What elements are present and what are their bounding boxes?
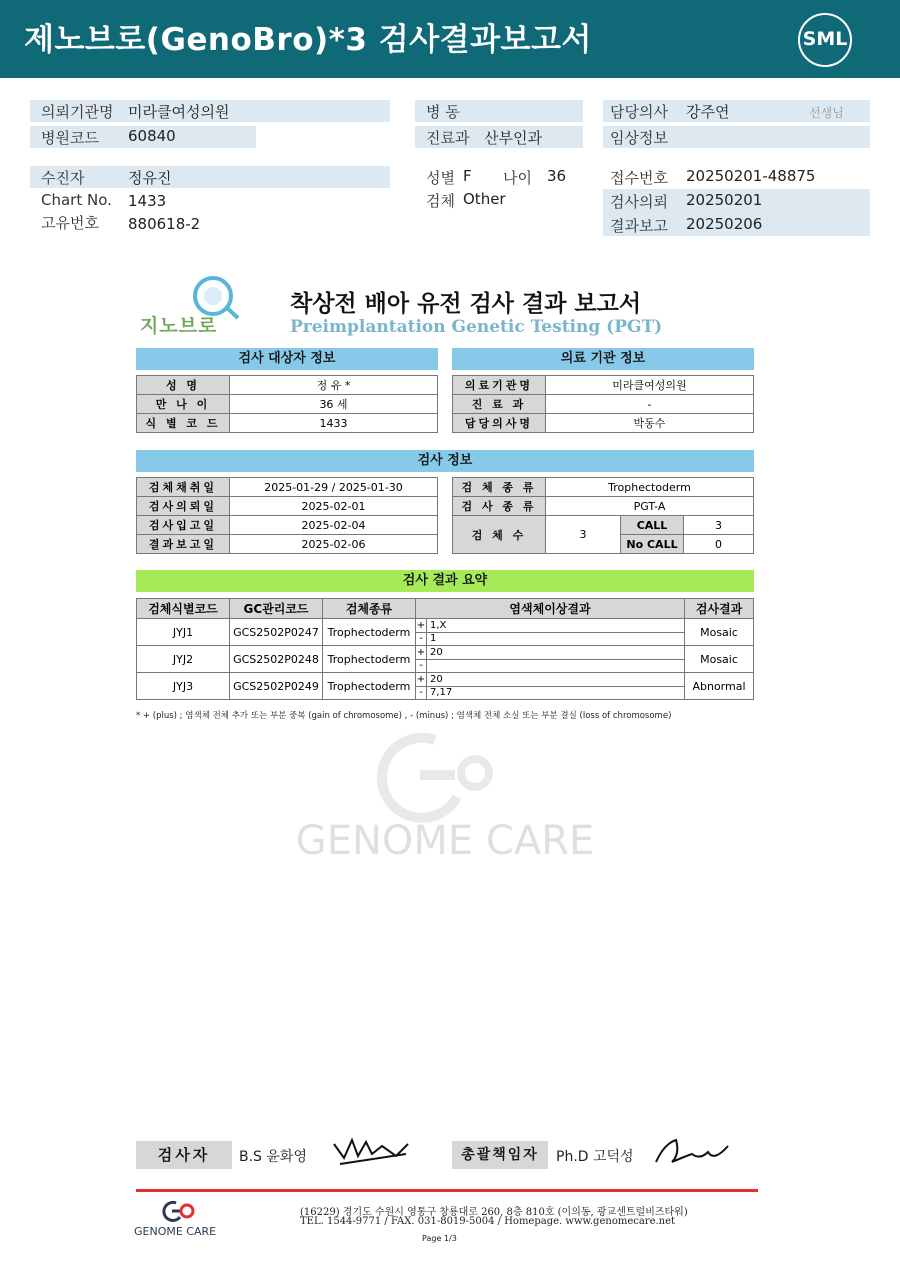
specimen-label: 검체 [426, 192, 455, 210]
specimen-value: Other [463, 190, 506, 208]
subject-value: 36 세 [230, 395, 438, 414]
patient-value: 정유진 [128, 169, 172, 187]
call-key: CALL [621, 516, 684, 535]
subject-key: 만 나 이 [137, 395, 230, 414]
test-type-value: PGT-A [546, 497, 754, 516]
loss-sign: - [416, 633, 427, 646]
chart-label: Chart No. [41, 191, 112, 209]
result-date-value: 20250206 [686, 215, 763, 233]
gain-sign: + [416, 646, 426, 658]
director-label: 총괄책임자 [452, 1141, 548, 1169]
report-title: 제노브로(GenoBro)*3 검사결과보고서 [24, 22, 592, 58]
report-main-title: 착상전 배아 유전 검사 결과 보고서 [290, 291, 642, 317]
gain-sign: + [416, 619, 426, 631]
institution-key: 담당의사명 [453, 414, 546, 433]
loss-value: 1 [430, 633, 437, 645]
genome-care-logo-icon [158, 1200, 200, 1224]
subject-value: 1433 [230, 414, 438, 433]
genobro-brand-text: 지노브로 [140, 315, 218, 337]
doctor-label: 담당의사 [610, 103, 668, 121]
institution-section-header: 의료 기관 정보 [452, 348, 754, 370]
chromosome-result [416, 673, 685, 700]
test-section-header: 검사 정보 [136, 450, 754, 472]
tester-name: B.S 윤화영 [239, 1149, 307, 1165]
patient-label: 수진자 [41, 169, 85, 187]
table-row [137, 535, 438, 554]
sex-value: F [463, 167, 472, 185]
director-name: Ph.D 고덕성 [556, 1149, 634, 1165]
table-row [453, 414, 754, 433]
specimen-count-value: 3 [546, 516, 621, 554]
gain-value: 1,X [430, 619, 447, 631]
test-result: Mosaic [685, 646, 754, 673]
footer-contact: TEL. 1544-9771 / FAX. 031-8019-5004 / Homepage. www.genomecare.net [300, 1216, 676, 1227]
ward-label: 병 동 [426, 103, 460, 121]
hospital-code-value: 60840 [128, 127, 176, 145]
specimen-type-key: 검 체 종 류 [453, 478, 546, 497]
test-type-key: 검 사 종 류 [453, 497, 546, 516]
gc-code: GCS2502P0247 [230, 619, 323, 646]
table-header-row [137, 599, 754, 619]
subject-key: 식 별 코 드 [137, 414, 230, 433]
nocall-key: No CALL [621, 535, 684, 554]
gc-code: GCS2502P0249 [230, 673, 323, 700]
specimen-count-key: 검 체 수 [453, 516, 546, 554]
subject-section-header: 검사 대상자 정보 [136, 348, 438, 370]
chromosome-result [416, 619, 685, 646]
gain-value: 20 [430, 646, 443, 658]
institution-value: - [546, 395, 754, 414]
results-table [136, 598, 754, 700]
tester-signature-icon [330, 1134, 412, 1168]
table-row [453, 478, 754, 497]
sample-type: Trophectoderm [323, 673, 416, 700]
footer-company: GENOME CARE [134, 1225, 217, 1238]
age-label: 나이 [503, 169, 532, 187]
test-key: 검체채취일 [137, 478, 230, 497]
test-specimen-table [452, 477, 754, 554]
table-row [453, 376, 754, 395]
test-key: 결과보고일 [137, 535, 230, 554]
table-row [137, 516, 438, 535]
dept-value: 산부인과 [484, 129, 542, 147]
institution-value: 미라클여성의원 [128, 103, 230, 121]
receipt-value: 20250201-48875 [686, 167, 816, 185]
table-row [137, 376, 438, 395]
test-value: 2025-02-06 [230, 535, 438, 554]
gain-sign: + [416, 673, 426, 685]
doctor-value: 강주연 [686, 103, 730, 121]
sample-id: JYJ1 [137, 619, 230, 646]
col-header: GC관리코드 [230, 599, 323, 619]
institution-label: 의뢰기관명 [41, 103, 114, 121]
uid-value: 880618-2 [128, 215, 201, 233]
test-value: 2025-02-04 [230, 516, 438, 535]
uid-label: 고유번호 [41, 214, 99, 232]
table-row [137, 497, 438, 516]
table-row [137, 673, 754, 700]
summary-section-header: 검사 결과 요약 [136, 570, 754, 592]
call-value: 3 [684, 516, 754, 535]
clinical-label: 임상정보 [610, 129, 668, 147]
report-subtitle: Preimplantation Genetic Testing (PGT) [290, 317, 663, 337]
watermark-text: GENOME CARE [295, 818, 595, 864]
loss-sign: - [416, 687, 427, 700]
table-row [137, 395, 438, 414]
subject-value: 정 유 * [230, 376, 438, 395]
table-row [137, 619, 754, 646]
table-row [137, 646, 754, 673]
footer-address: (16229) 경기도 수원시 영통구 창룡대로 260, 8층 810호 (이의동, 광교센트럴비즈타워) [300, 1207, 688, 1218]
chromosome-result [416, 646, 685, 673]
nocall-value: 0 [684, 535, 754, 554]
gc-code: GCS2502P0248 [230, 646, 323, 673]
director-signature-icon [652, 1134, 734, 1170]
legend-footnote: * + (plus) ; 염색체 전체 추가 또는 부분 중복 (gain of chromosome) , - (minus) ; 염색체 전체 소실 또는 부분 결실 (loss of chromosome) [136, 711, 672, 721]
test-key: 검사입고일 [137, 516, 230, 535]
col-header: 염색체이상결과 [416, 599, 685, 619]
loss-sign: - [416, 660, 427, 673]
table-row [137, 478, 438, 497]
doctor-suffix: 선생님 [809, 106, 844, 120]
chart-value: 1433 [128, 192, 167, 210]
col-header: 검체식별코드 [137, 599, 230, 619]
sml-logo-text: SML [802, 28, 848, 50]
sample-id: JYJ2 [137, 646, 230, 673]
request-label: 검사의뢰 [610, 193, 668, 211]
loss-value: 7,17 [430, 687, 453, 699]
institution-key: 의료기관명 [453, 376, 546, 395]
page-number: Page 1/3 [422, 1234, 457, 1243]
age-value: 36 [547, 167, 567, 185]
institution-key: 진 료 과 [453, 395, 546, 414]
test-value: 2025-01-29 / 2025-01-30 [230, 478, 438, 497]
test-dates-table [136, 477, 438, 554]
test-result: Mosaic [685, 619, 754, 646]
table-row [453, 516, 754, 535]
receipt-label: 접수번호 [610, 169, 668, 187]
result-date-label: 결과보고 [610, 217, 668, 235]
institution-value: 미라클여성의원 [546, 376, 754, 395]
institution-value: 박동수 [546, 414, 754, 433]
sample-type: Trophectoderm [323, 619, 416, 646]
hospital-code-label: 병원코드 [41, 129, 99, 147]
test-value: 2025-02-01 [230, 497, 438, 516]
table-row [137, 414, 438, 433]
tester-label: 검사자 [136, 1141, 232, 1169]
footer-rule [136, 1189, 758, 1192]
test-key: 검사의뢰일 [137, 497, 230, 516]
gain-value: 20 [430, 673, 443, 685]
col-header: 검체종류 [323, 599, 416, 619]
test-result: Abnormal [685, 673, 754, 700]
request-value: 20250201 [686, 191, 763, 209]
institution-table [452, 375, 754, 433]
subject-key: 성 명 [137, 376, 230, 395]
sample-id: JYJ3 [137, 673, 230, 700]
sample-type: Trophectoderm [323, 646, 416, 673]
table-row [453, 395, 754, 414]
col-header: 검사결과 [685, 599, 754, 619]
specimen-type-value: Trophectoderm [546, 478, 754, 497]
sex-label: 성별 [426, 169, 455, 187]
dept-label: 진료과 [426, 129, 470, 147]
table-row [453, 497, 754, 516]
subject-table [136, 375, 438, 433]
